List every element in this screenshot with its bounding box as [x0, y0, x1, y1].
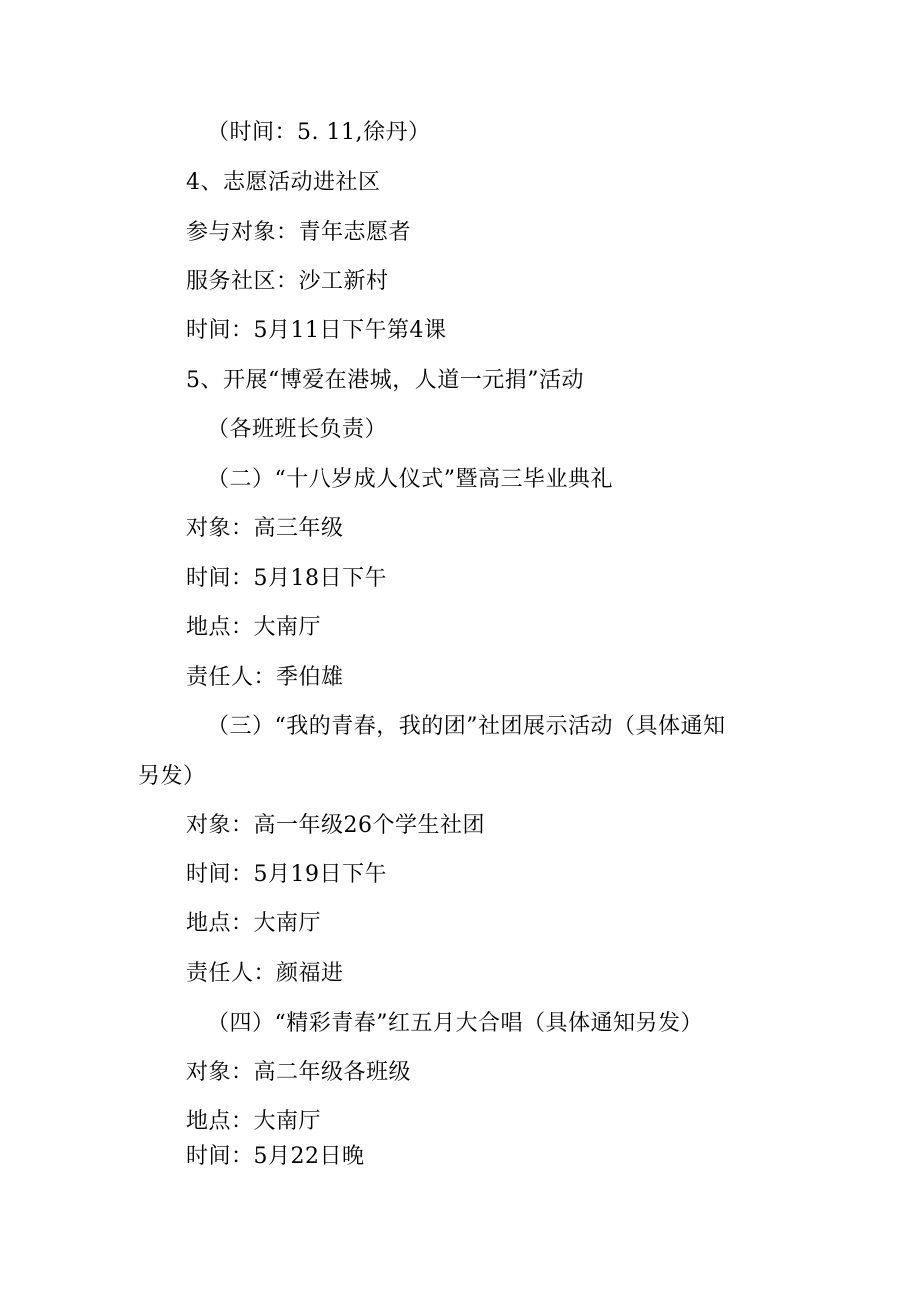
item-5-heading: 5、开展“博爱在港城，人道一元捐”活动: [186, 368, 584, 393]
section-2-heading: （二）“十八岁成人仪式”暨高三毕业典礼: [207, 467, 613, 492]
target-line: 对象：高一年级26个学生社团: [186, 813, 485, 838]
time-line: 时间：5月19日下午: [186, 862, 387, 887]
target-line: 对象：高二年级各班级: [186, 1060, 412, 1085]
participants-line: 参与对象：青年志愿者: [186, 220, 412, 245]
time-line: 时间：5月22日晚: [186, 1144, 365, 1169]
location-line: 地点：大南厅: [186, 911, 322, 936]
time-line: 时间：5月11日下午第4课: [186, 318, 447, 343]
location-line: 地点：大南厅: [186, 1109, 322, 1134]
target-line: 对象：高三年级: [186, 516, 344, 541]
service-community-line: 服务社区：沙工新村: [186, 269, 389, 294]
responsible-person-line: 责任人：季伯雄: [186, 665, 344, 690]
responsible-person-line: 责任人：颜福进: [186, 961, 344, 986]
item-4-heading: 4、志愿活动进社区: [186, 170, 381, 195]
responsible-note: （各班班长负责）: [207, 417, 388, 442]
section-3-heading-continued: 另发）: [138, 764, 206, 789]
section-4-heading: （四）“精彩青春”红五月大合唱（具体通知另发）: [207, 1011, 703, 1036]
time-note: （时间：5. 11,徐丹）: [207, 120, 431, 145]
time-line: 时间：5月18日下午: [186, 566, 387, 591]
location-line: 地点：大南厅: [186, 615, 322, 640]
section-3-heading: （三）“我的青春，我的团”社团展示活动（具体通知: [207, 714, 726, 739]
